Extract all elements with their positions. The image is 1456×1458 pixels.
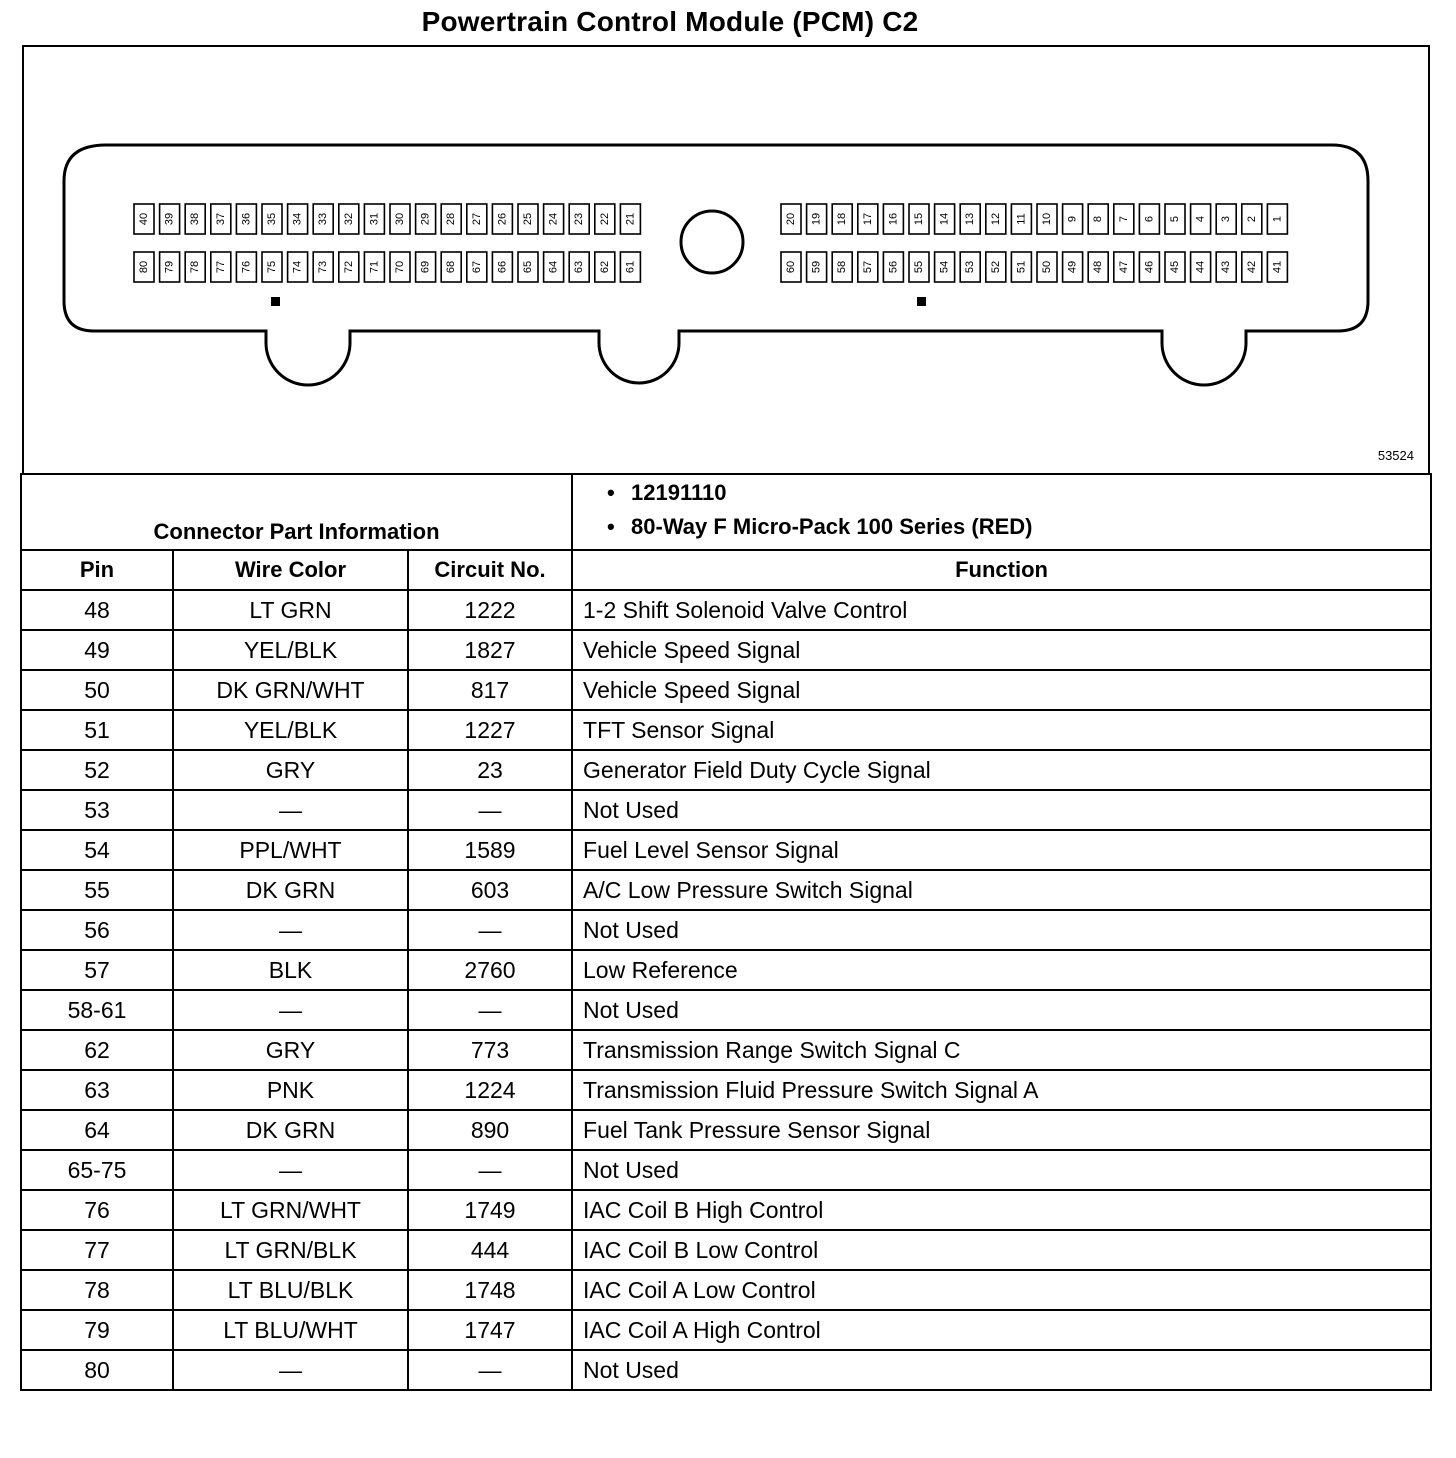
function-cell: Not Used [572,790,1431,830]
pin-number-label: 60 [785,260,797,274]
wire-color-cell: — [173,790,408,830]
pin-number-label: 78 [189,260,202,274]
pin-number-label: 6 [1143,215,1156,223]
pin-number-label: 36 [240,212,253,226]
pin-number-label: 27 [470,212,483,226]
pin-cell: 65-75 [21,1150,173,1190]
circuit-no-cell: 1227 [408,710,572,750]
circuit-no-cell: 23 [408,750,572,790]
polarization-marker-right [917,297,926,306]
pin-number-label: 53 [964,260,977,274]
pin-number-label: 58 [836,260,849,274]
wire-color-cell: LT GRN/BLK [173,1230,408,1270]
pin-number-label: 4 [1194,215,1207,223]
table-row [21,710,1431,750]
header-function: Function [572,550,1431,590]
function-cell: Transmission Fluid Pressure Switch Signal A [572,1070,1431,1110]
circuit-no-cell: — [408,910,572,950]
pin-number-label: 16 [887,212,900,226]
pin-number-label: 21 [624,212,637,226]
pin-cell: 49 [21,630,173,670]
circuit-no-cell: — [408,1150,572,1190]
pin-number-label: 26 [496,212,509,226]
pin-number-label: 76 [240,260,253,274]
pin-number-label: 38 [189,212,202,226]
pin-number-label: 75 [266,260,278,274]
pin-cell: 58-61 [21,990,173,1030]
function-cell: Not Used [572,1350,1431,1390]
pin-number-label: 66 [496,260,509,274]
part-info-label: Connector Part Information [21,474,572,550]
connector-face-svg [24,47,1428,473]
wire-color-cell: YEL/BLK [173,630,408,670]
pin-cell: 57 [21,950,173,990]
pin-number-label: 3 [1220,215,1233,223]
function-cell: 1-2 Shift Solenoid Valve Control [572,590,1431,630]
pin-number-label: 67 [470,260,483,274]
pin-number-label: 43 [1220,260,1233,274]
wire-color-cell: LT BLU/BLK [173,1270,408,1310]
wire-color-cell: GRY [173,750,408,790]
table-row [21,750,1431,790]
wire-color-cell: LT BLU/WHT [173,1310,408,1350]
pin-number-label: 14 [938,212,951,226]
circuit-no-cell: — [408,990,572,1030]
wire-color-cell: LT GRN/WHT [173,1190,408,1230]
pin-number-label: 5 [1169,215,1181,223]
table-row [21,1350,1431,1390]
table-row [21,830,1431,870]
pin-number-label: 64 [547,260,560,274]
pin-cell: 53 [21,790,173,830]
pin-number-label: 18 [836,212,849,226]
figure-code: 53524 [1377,448,1414,463]
function-cell: TFT Sensor Signal [572,710,1431,750]
pin-number-label: 69 [419,260,432,274]
circuit-no-cell: 890 [408,1110,572,1150]
pin-number-label: 35 [266,212,278,226]
pin-number-label: 40 [138,212,150,226]
function-cell: Low Reference [572,950,1431,990]
keying-circle [681,211,743,273]
pin-number-label: 50 [1041,260,1053,274]
circuit-no-cell: 2760 [408,950,572,990]
pin-number-label: 28 [445,212,458,226]
pin-number-label: 74 [291,260,304,274]
table-row [21,990,1431,1030]
pin-number-label: 45 [1169,260,1181,274]
table-row [21,1030,1431,1070]
polarization-marker-left [271,297,280,306]
pin-number-label: 25 [522,212,534,226]
circuit-no-cell: 1589 [408,830,572,870]
pin-number-label: 42 [1245,260,1258,274]
table-row [21,1070,1431,1110]
function-cell: Fuel Level Sensor Signal [572,830,1431,870]
wire-color-cell: — [173,910,408,950]
circuit-no-cell: 1749 [408,1190,572,1230]
pin-cell: 80 [21,1350,173,1390]
wire-color-cell: GRY [173,1030,408,1070]
pin-number-label: 23 [573,212,586,226]
header-circuit-no: Circuit No. [408,550,572,590]
pin-number-label: 30 [394,212,406,226]
wire-color-cell: — [173,1150,408,1190]
circuit-no-cell: 1222 [408,590,572,630]
function-cell: Not Used [572,1150,1431,1190]
pin-number-label: 32 [342,212,355,226]
table-row [21,790,1431,830]
pin-cell: 79 [21,1310,173,1350]
pinout-table [20,473,1432,1391]
function-cell: Vehicle Speed Signal [572,670,1431,710]
pin-cell: 56 [21,910,173,950]
pin-number-label: 33 [317,212,330,226]
connector-diagram [22,45,1430,473]
function-cell: IAC Coil A High Control [572,1310,1431,1350]
function-cell: Generator Field Duty Cycle Signal [572,750,1431,790]
function-cell: IAC Coil A Low Control [572,1270,1431,1310]
pin-number-label: 68 [445,260,458,274]
wire-color-cell: DK GRN [173,870,408,910]
table-row [21,950,1431,990]
pin-number-label: 10 [1041,212,1053,226]
pin-number-label: 24 [547,212,560,226]
part-info-list [572,474,1431,550]
pin-number-label: 29 [419,212,432,226]
pin-number-label: 9 [1066,215,1079,223]
circuit-no-cell: 1747 [408,1310,572,1350]
pin-number-label: 34 [291,212,304,226]
table-row [21,910,1431,950]
pin-number-label: 7 [1117,215,1130,223]
pin-number-label: 47 [1117,260,1130,274]
pin-cavities [134,204,1287,282]
pin-number-label: 13 [964,212,977,226]
pin-number-label: 56 [887,260,900,274]
pin-number-label: 37 [214,212,227,226]
pin-number-label: 57 [861,260,874,274]
circuit-no-cell: 1224 [408,1070,572,1110]
table-row [21,590,1431,630]
wire-color-cell: PNK [173,1070,408,1110]
function-cell: Not Used [572,910,1431,950]
header-wire-color: Wire Color [173,550,408,590]
circuit-no-cell: — [408,790,572,830]
function-cell: Transmission Range Switch Signal C [572,1030,1431,1070]
circuit-no-cell: 773 [408,1030,572,1070]
pin-cell: 76 [21,1190,173,1230]
pin-cell: 64 [21,1110,173,1150]
pin-number-label: 51 [1015,260,1028,274]
table-row [21,1270,1431,1310]
function-cell: Not Used [572,990,1431,1030]
wire-color-cell: BLK [173,950,408,990]
pin-number-label: 20 [785,212,797,226]
pin-number-label: 1 [1271,215,1284,223]
circuit-no-cell: — [408,1350,572,1390]
pin-number-label: 72 [342,260,355,274]
pin-number-label: 31 [368,212,381,226]
circuit-no-cell: 1748 [408,1270,572,1310]
pin-cell: 77 [21,1230,173,1270]
wire-color-cell: PPL/WHT [173,830,408,870]
pin-number-label: 11 [1015,213,1028,225]
pin-number-label: 46 [1143,260,1156,274]
table-row [21,1110,1431,1150]
pin-number-label: 49 [1066,260,1079,274]
table-row [21,1190,1431,1230]
wire-color-cell: — [173,990,408,1030]
page-title: Powertrain Control Module (PCM) C2 [421,6,919,37]
pin-number-label: 12 [989,212,1002,226]
wire-color-cell: DK GRN [173,1110,408,1150]
part-info-row [21,474,1431,550]
pin-number-label: 39 [163,212,176,226]
function-cell: IAC Coil B High Control [572,1190,1431,1230]
pin-number-label: 71 [368,260,381,274]
header-pin: Pin [21,550,173,590]
function-cell: A/C Low Pressure Switch Signal [572,870,1431,910]
pin-number-label: 61 [624,260,637,274]
circuit-no-cell: 444 [408,1230,572,1270]
part-info-item: • 80-Way F Micro-Pack 100 Series (RED) [607,514,1033,539]
pin-number-label: 17 [861,212,874,226]
wire-color-cell: LT GRN [173,590,408,630]
pin-number-label: 15 [913,212,925,226]
pin-number-label: 73 [317,260,330,274]
pin-number-label: 44 [1194,260,1207,274]
pin-number-label: 8 [1092,215,1105,223]
function-cell: IAC Coil B Low Control [572,1230,1431,1270]
pin-number-label: 79 [163,260,176,274]
pin-number-label: 41 [1271,260,1284,274]
pin-cell: 55 [21,870,173,910]
pin-number-label: 80 [138,260,150,274]
table-header-row [21,550,1431,590]
wire-color-cell: — [173,1350,408,1390]
function-cell: Fuel Tank Pressure Sensor Signal [572,1110,1431,1150]
pin-cell: 52 [21,750,173,790]
pin-cell: 54 [21,830,173,870]
pin-number-label: 22 [598,212,611,226]
pin-number-label: 19 [810,212,823,226]
table-row [21,630,1431,670]
table-row [21,1150,1431,1190]
pin-cell: 51 [21,710,173,750]
pin-cell: 62 [21,1030,173,1070]
pin-cell: 78 [21,1270,173,1310]
circuit-no-cell: 817 [408,670,572,710]
pin-number-label: 2 [1245,215,1258,223]
pin-cell: 50 [21,670,173,710]
table-row [21,1310,1431,1350]
table-row [21,870,1431,910]
pin-cell: 48 [21,590,173,630]
wire-color-cell: YEL/BLK [173,710,408,750]
pin-cell: 63 [21,1070,173,1110]
pin-number-label: 70 [394,260,406,274]
table-row [21,670,1431,710]
part-info-item: • 12191110 [607,480,727,505]
pin-number-label: 63 [573,260,586,274]
pin-number-label: 77 [214,260,227,274]
pin-number-label: 52 [989,260,1002,274]
pin-number-label: 48 [1092,260,1105,274]
pin-number-label: 62 [598,260,611,274]
pin-number-label: 55 [913,260,925,274]
wire-color-cell: DK GRN/WHT [173,670,408,710]
table-row [21,1230,1431,1270]
pin-number-label: 59 [810,260,823,274]
pin-number-label: 65 [522,260,534,274]
pin-number-label: 54 [938,260,951,274]
function-cell: Vehicle Speed Signal [572,630,1431,670]
circuit-no-cell: 1827 [408,630,572,670]
circuit-no-cell: 603 [408,870,572,910]
